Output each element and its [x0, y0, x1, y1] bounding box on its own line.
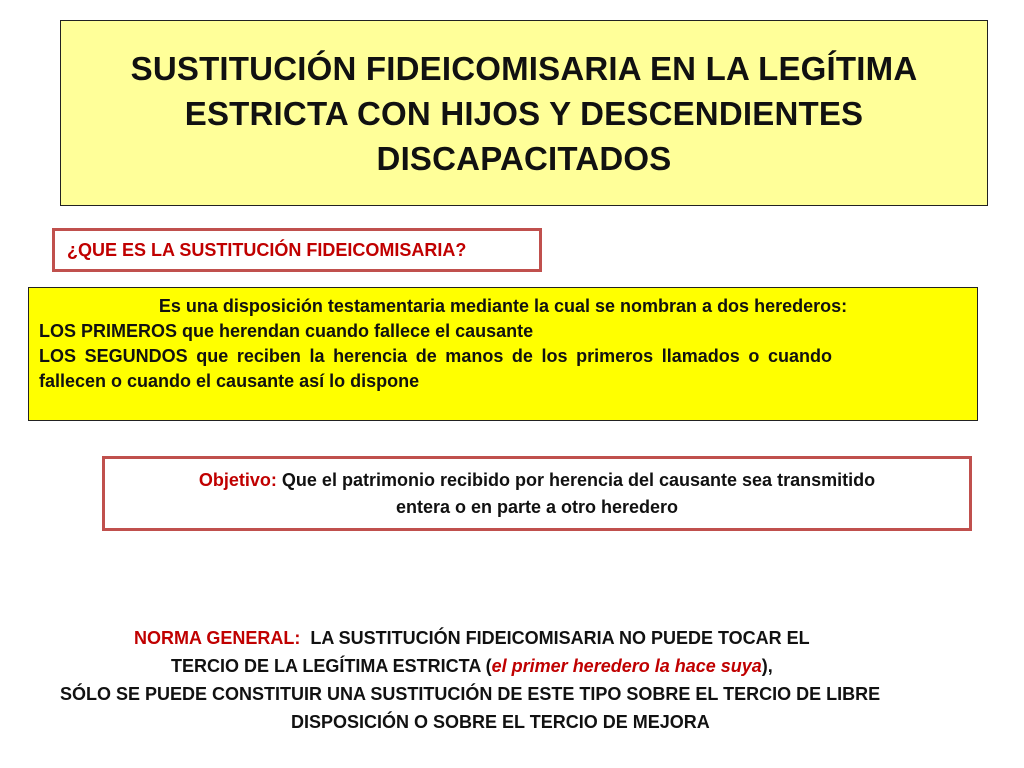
objective-text-1: Que el patrimonio recibido por herencia del causante sea transmitido [276, 469, 876, 490]
general-rule-text-2a: TERCIO DE LA LEGÍTIMA ESTRICTA ( [171, 656, 492, 676]
objective-text-2: entera o en parte a otro heredero [395, 496, 679, 517]
general-rule-italic-note: el primer heredero la hace suya [491, 656, 762, 676]
title-line-2: ESTRICTA CON HIJOS Y DESCENDIENTES [184, 94, 864, 132]
general-rule-block [20, 624, 1020, 736]
general-rule-label: NORMA GENERAL: [134, 628, 301, 648]
general-rule-line-3: SÓLO SE PUEDE CONSTITUIR UNA SUSTITUCIÓN DE ESTE TIPO SOBRE EL TERCIO DE LIBRE [60, 684, 881, 704]
definition-first-heirs: LOS PRIMEROS que herendan cuando fallece el causante [39, 321, 534, 341]
definition-second-heirs-line-2: fallecen o cuando el causante así lo dispone [39, 371, 420, 391]
general-rule-text-2b: ), [761, 656, 773, 676]
definition-second-heirs-line-1: LOS SEGUNDOS que reciben la herencia de manos de los primeros llamados o cuando [39, 346, 833, 366]
definition-box [28, 287, 978, 421]
title-line-3: DISCAPACITADOS [376, 139, 672, 177]
question-box [52, 228, 542, 272]
objective-label: Objetivo: [198, 469, 277, 490]
objective-line-1 [199, 467, 875, 494]
general-rule-text-1: LA SUSTITUCIÓN FIDEICOMISARIA NO PUEDE TOCAR EL [300, 628, 810, 648]
general-rule-line-1 [134, 624, 1024, 652]
question-text: ¿QUE ES LA SUSTITUCIÓN FIDEICOMISARIA? [67, 239, 467, 260]
title-box [60, 20, 988, 206]
title-line-1: SUSTITUCIÓN FIDEICOMISARIA EN LA LEGÍTIMA [130, 49, 918, 87]
definition-intro: Es una disposición testamentaria mediante la cual se nombran a dos herederos: [158, 296, 848, 316]
general-rule-line-4: DISPOSICIÓN O SOBRE EL TERCIO DE MEJORA [291, 712, 710, 732]
general-rule-line-2 [171, 652, 1024, 680]
objective-box [102, 456, 972, 531]
